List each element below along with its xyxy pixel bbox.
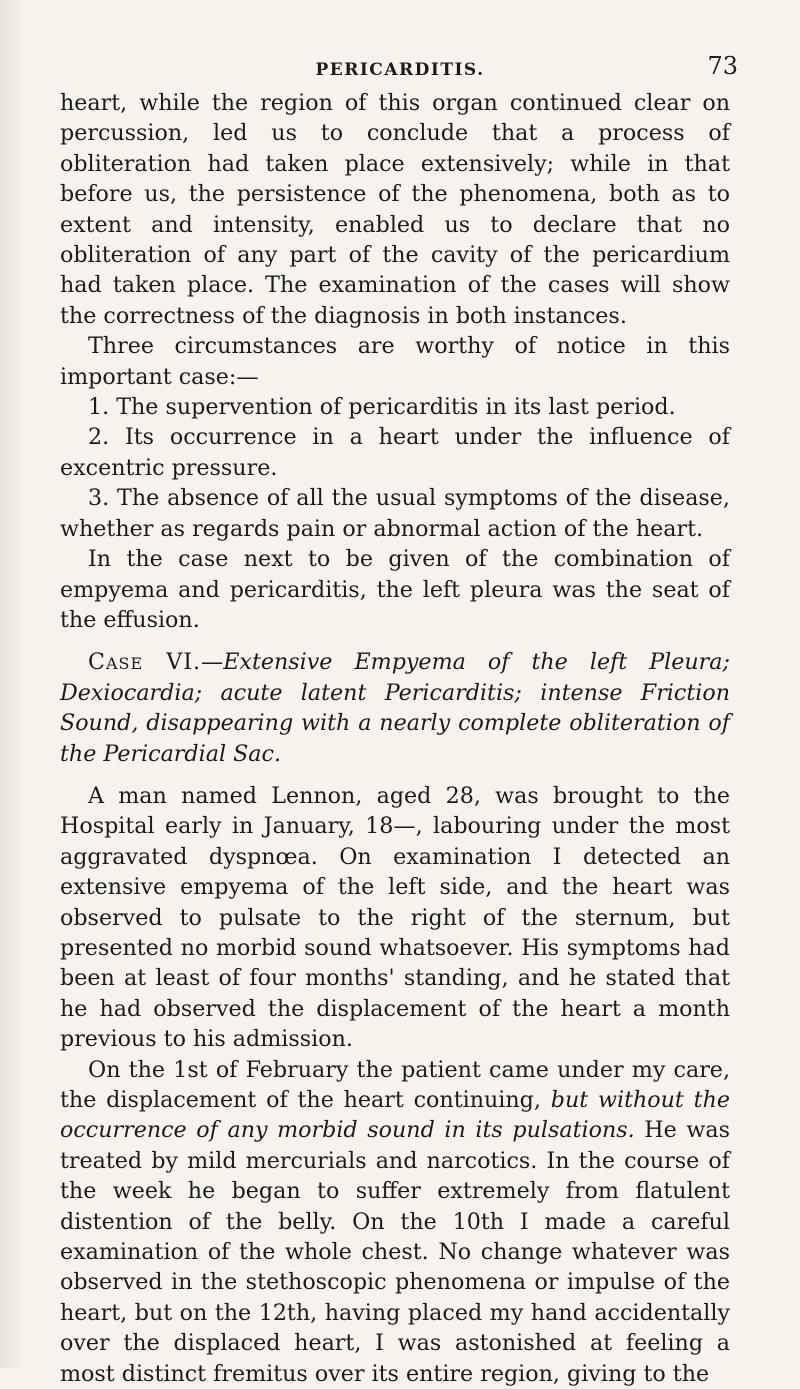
paragraph: A man named Lennon, aged 28, was brought to the Hospital early in January, 18—, labouring under the most aggravated dyspnœa. On examination I detected an extensive empyema of the left side, and the heart was observed to pulsate to the right of the sternum, but presented no morbid sound whatsoever. His symptoms had been at least of four months' standing, and he stated that he had observed the displacement of the heart a month previous to his admission. [60, 782, 730, 1053]
running-head: PERICARDITIS. [315, 60, 485, 80]
case-heading [60, 647, 730, 769]
list-item: 2. Its occurrence in a heart under the influence of excentric pressure. [60, 424, 730, 481]
paragraph: heart, while the region of this organ continued clear on percussion, led us to conclude that a process of obliteration had taken place extensively; while in that before us, the persistence of the phenomena, both as to extent and intensity, enabled us to declare that no obliteration of any part of the cavity of the pericardium had taken place. The examination of the cases will show the correctness of the diagnosis in both instances. [60, 90, 730, 329]
page-number: 73 [707, 52, 738, 80]
case-title: —Extensive Empyema of the left Pleura; Dexiocardia; acute latent Pericarditis; intense Friction Sound, disappearing with a nearly complete obliteration of the Pericardial Sac. [60, 649, 730, 767]
paragraph-text: He was treated by mild mercurials and narcotics. In the course of the week he began to suffer extremely from flatulent distention of the belly. On the 10th I made a careful examination of the whole chest. No change whatever was observed in the stethoscopic phenomena or impulse of the heart, but on the 12th, having placed my hand accidentally over the displaced heart, I was astonished at feeling a most distinct fremitus over its entire region, giving to the [60, 1117, 730, 1387]
paragraph: Three circumstances are worthy of notice in this important case:— [60, 333, 730, 390]
list-item: 3. The absence of all the usual symptoms of the disease, whether as regards pain or abnormal action of the heart. [60, 485, 730, 542]
page-header [0, 50, 800, 80]
case-label: Case VI. [88, 649, 202, 676]
emphasized-text: but without the occurrence of any morbid sound in its pulsations. [60, 1087, 730, 1144]
list-item: 1. The supervention of pericarditis in its last period. [88, 394, 676, 421]
page-gutter-shadow [0, 0, 26, 1368]
page-body [60, 88, 730, 1389]
paragraph: In the case next to be given of the combination of empyema and pericarditis, the left pleura was the seat of the effusion. [60, 546, 730, 633]
paragraph-text: On the 1st of February the patient came under my care, the displacement of the heart continuing, [60, 1056, 730, 1113]
paragraph [60, 1055, 730, 1389]
